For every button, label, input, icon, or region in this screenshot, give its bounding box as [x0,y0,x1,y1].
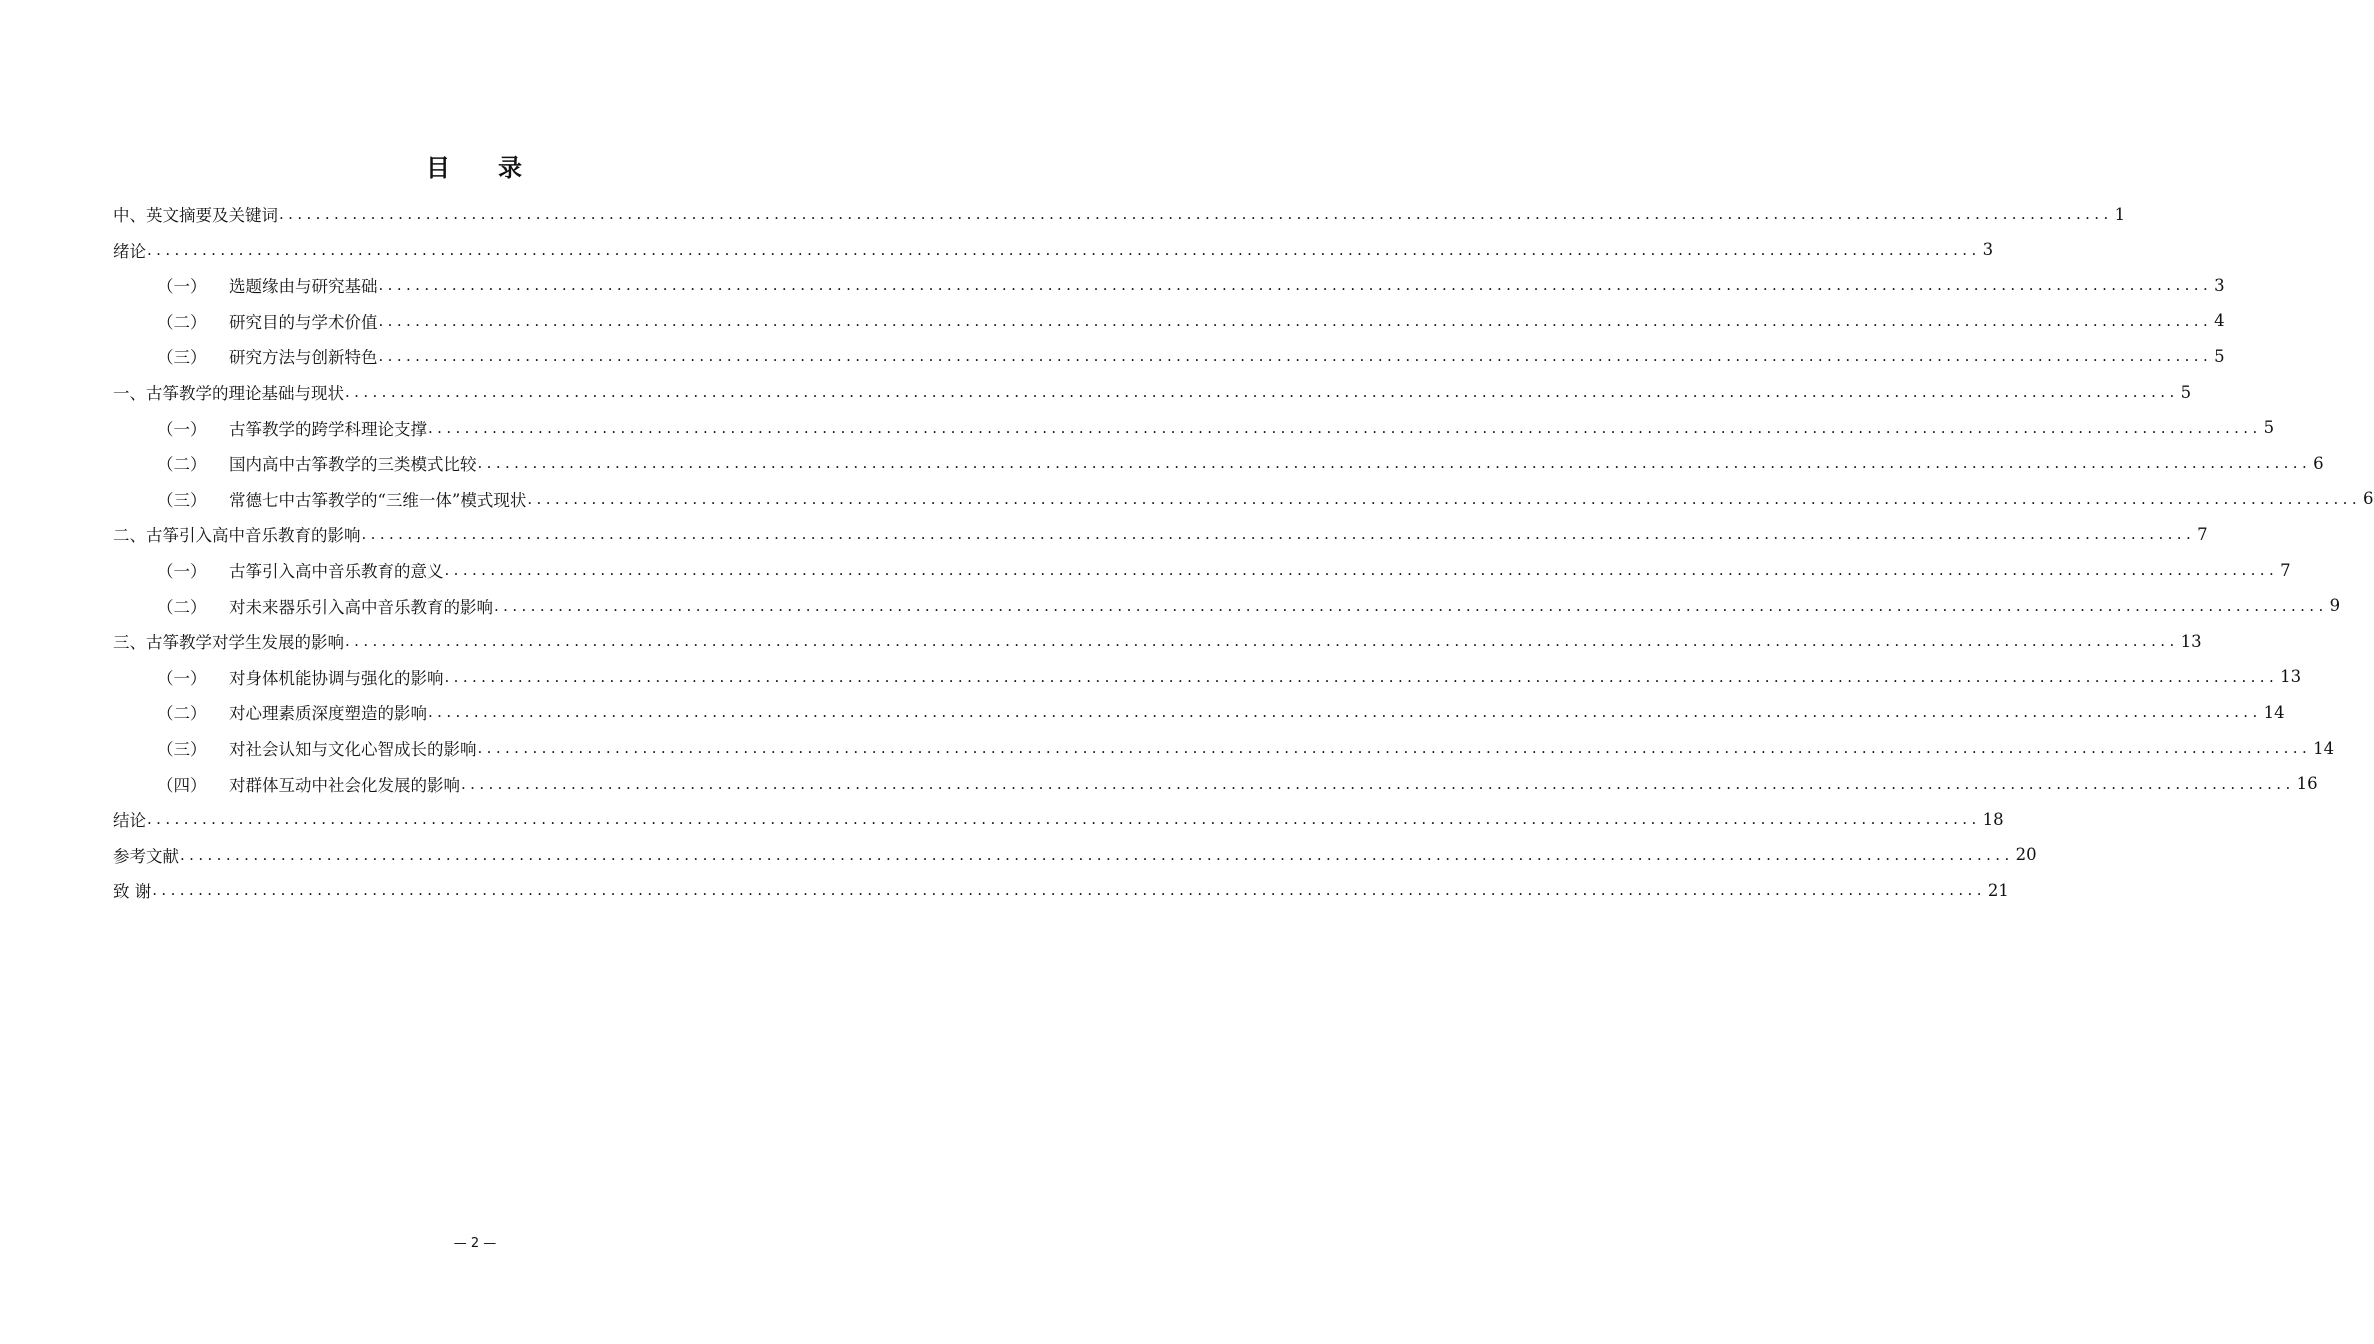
toc-leader-dots: ........................................................................................................................................................................................................ [477,454,2312,473]
toc-entry-page: 7 [2197,524,2208,544]
toc-leader-dots: ........................................................................................................................................................................................................ [477,739,2312,757]
toc-entry-text: 研究目的与学术价值 [229,312,378,332]
toc-entry-page: 4 [2214,311,2225,331]
toc-leader-dots: ........................................................................................................................................................................................................ [444,561,2279,579]
toc-entry[interactable] [157,766,2318,802]
toc-entry[interactable] [113,801,2004,837]
toc-entry-page: 13 [2280,667,2302,687]
toc-entry-number: （二） [157,597,207,617]
toc-entry-page: 16 [2296,774,2318,794]
page-title-left: 目 [426,153,452,182]
toc-entry[interactable] [157,303,2225,339]
toc-entry-page: 13 [2180,631,2202,651]
toc-leader-dots: ........................................................................................................................................................................................................ [279,205,2113,223]
toc-entry[interactable] [157,338,2225,374]
toc-entry-text: 国内高中古筝教学的三类模式比较 [229,455,477,475]
toc-leader-dots: ........................................................................................................................................................................................................ [428,703,2262,722]
toc-entry-page: 20 [2015,845,2037,865]
toc-entry-number: （一） [157,562,207,581]
toc-entry-text: 一、古筝教学的理论基础与现状 [113,384,344,403]
toc-entry[interactable] [113,623,2202,659]
toc-entry[interactable] [157,552,2291,588]
toc-leader-dots: ........................................................................................................................................................................................................ [345,383,2179,401]
toc-leader-dots: ........................................................................................................................................................................................................ [152,881,1986,900]
page-title [0,148,950,183]
toc-entry-text: 对未来器乐引入高中音乐教育的影响 [229,597,493,617]
toc-entry-number: （四） [157,775,207,795]
toc-entry-text: 结论 [113,811,146,831]
toc-entry-page: 5 [2214,346,2225,366]
toc-leader-dots: ........................................................................................................................................................................................................ [444,667,2279,686]
toc-leader-dots: ........................................................................................................................................................................................................ [345,632,2179,651]
toc-entry-text: 中、英文摘要及关键词 [113,206,278,225]
toc-entry[interactable] [157,694,2285,730]
toc-entry-page: 5 [2180,382,2192,402]
toc-entry[interactable] [113,872,2009,908]
toc-entry-text: 选题缘由与研究基础 [229,277,378,297]
toc-entry-number: （一） [157,419,207,439]
toc-entry-page: 9 [2329,596,2341,616]
toc-entry-page: 3 [2214,275,2225,295]
toc-entry-page: 14 [2313,738,2335,758]
toc-entry[interactable] [157,659,2302,695]
toc-leader-dots: ........................................................................................................................................................................................................ [494,596,2328,615]
toc-entry[interactable] [113,516,2208,552]
toc-entry-page: 1 [2114,204,2126,224]
toc-entry[interactable] [113,374,2192,410]
toc-leader-dots: ........................................................................................................................................................................................................ [180,845,2014,864]
toc-leader-dots: ........................................................................................................................................................................................................ [378,311,2213,330]
toc-entry-text: 对群体互动中社会化发展的影响 [229,775,460,795]
toc-entry-page: 5 [2263,418,2275,438]
toc-leader-dots: ........................................................................................................................................................................................................ [147,810,1981,829]
toc-entry-page: 21 [1987,880,2009,900]
toc-entry-text: 研究方法与创新特色 [229,348,378,368]
toc-entry[interactable] [157,730,2335,766]
toc-entry-number: （三） [157,490,207,510]
toc-entry-text: 参考文献 [113,846,179,866]
toc-entry-text: 对身体机能协调与强化的影响 [229,668,444,688]
toc-leader-dots: ........................................................................................................................................................................................................ [378,347,2213,366]
toc-entry-page: 6 [2363,489,2374,509]
toc-leader-dots: ........................................................................................................................................................................................................ [428,418,2262,437]
toc-entry-number: （二） [157,312,207,332]
toc-entry-number: （二） [157,704,207,724]
toc-leader-dots: ........................................................................................................................................................................................................ [147,240,1981,259]
toc-entry-page: 14 [2263,702,2285,722]
toc-entry-text: 三、古筝教学对学生发展的影响 [113,633,344,653]
toc-leader-dots: ........................................................................................................................................................................................................ [461,774,2295,793]
toc-entry[interactable] [113,837,2037,873]
toc-entry-page: 6 [2313,453,2324,473]
toc-leader-dots: ........................................................................................................................................................................................................ [378,276,2213,295]
page-title-right: 录 [498,153,524,182]
toc-entry-text: 对心理素质深度塑造的影响 [229,704,427,724]
toc-entry-text: 古筝教学的跨学科理论支撑 [229,419,427,439]
toc-entry-text: 古筝引入高中音乐教育的意义 [229,562,444,581]
toc-entry-number: （三） [157,348,207,368]
toc-entry-text: 二、古筝引入高中音乐教育的影响 [113,526,361,546]
toc-entry-number: （一） [157,277,207,297]
toc-entry[interactable] [113,232,1994,268]
toc-entry-page: 3 [1982,240,1994,260]
toc-entry-page: 7 [2280,560,2291,580]
toc-entry-number: （一） [157,668,207,688]
toc-entry[interactable] [157,445,2324,481]
toc-leader-dots: ........................................................................................................................................................................................................ [527,489,2361,508]
toc-entry[interactable] [157,481,2374,517]
toc-entry[interactable] [157,410,2275,446]
toc-leader-dots: ........................................................................................................................................................................................................ [361,525,2196,544]
toc-entry[interactable] [113,196,2126,232]
page-number-footer: — 2 — [453,1236,497,1251]
toc-entry-page: 18 [1982,809,2004,829]
toc-entry-text: 致 谢 [113,882,152,902]
toc-entry-text: 绪论 [113,241,146,261]
toc-entry-text: 常德七中古筝教学的“三维一体”模式现状 [229,490,527,510]
toc-entry-number: （二） [157,455,207,475]
toc-entry[interactable] [157,267,2225,303]
toc-entry-text: 对社会认知与文化心智成长的影响 [229,740,477,759]
toc-entry-number: （三） [157,740,207,759]
toc-entry[interactable] [157,588,2341,624]
